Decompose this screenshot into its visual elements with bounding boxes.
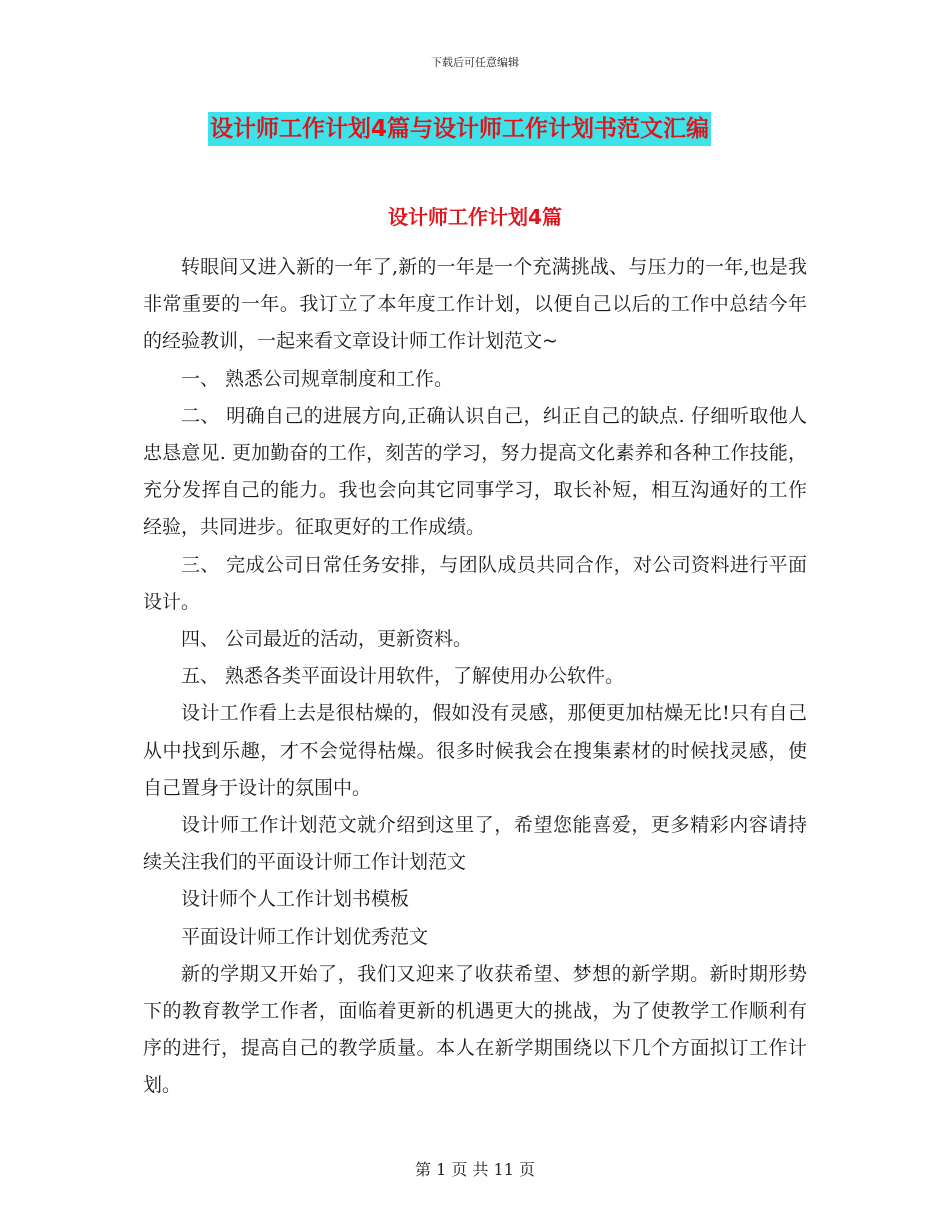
list-item: 四、 公司最近的活动，更新资料。 <box>181 628 473 651</box>
list-item: 二、 明确自己的进展方向,正确认识自己，纠正自己的缺点. 仔细听取他人忠恳意见. 更加勤奋的工作，刻苦的学习，努力提高文化素养和各种工作技能，充分发挥自己的能力。我也会向其它同事学习，取长补短，相互沟通好的工作经验，共同进步。征取更好的工作成绩。 <box>143 404 807 539</box>
list-item: 一、 熟悉公司规章制度和工作。 <box>181 367 454 390</box>
paragraph: 新的学期又开始了，我们又迎来了收获希望、梦想的新学期。新时期形势下的教育教学工作者，面临着更新的机遇更大的挑战，为了使教学工作顺利有序的进行，提高自己的教学质量。本人在新学期围绕以下几个方面拟订工作计划。 <box>143 962 807 1097</box>
section-title: 设计师工作计划4篇 <box>388 205 562 229</box>
paragraph: 转眼间又进入新的一年了,新的一年是一个充满挑战、与压力的一年,也是我非常重要的一年。我订立了本年度工作计划，以便自己以后的工作中总结今年的经验教训，一起来看文章设计师工作计划范文~ <box>143 256 807 353</box>
paragraph: 设计师工作计划范文就介绍到这里了，希望您能喜爱，更多精彩内容请持续关注我们的平面设计师工作计划范文 <box>143 814 807 874</box>
page-footer: 第 1 页 共 11 页 <box>415 1160 535 1179</box>
document-title: 设计师工作计划4篇与设计师工作计划书范文汇编 <box>208 112 711 146</box>
related-link-text: 平面设计师工作计划优秀范文 <box>181 925 429 948</box>
related-link-text: 设计师个人工作计划书模板 <box>181 888 410 911</box>
list-item: 五、 熟悉各类平面设计用软件，了解使用办公软件。 <box>181 665 625 688</box>
paragraph: 设计工作看上去是很枯燥的，假如没有灵感，那便更加枯燥无比!只有自己从中找到乐趣，才不会觉得枯燥。很多时候我会在搜集素材的时候找灵感，使自己置身于设计的氛围中。 <box>143 702 807 799</box>
header-note: 下载后可任意编辑 <box>431 56 519 69</box>
list-item: 三、 完成公司日常任务安排，与团队成员共同合作，对公司资料进行平面设计。 <box>143 553 807 613</box>
document-body <box>143 249 807 1105</box>
